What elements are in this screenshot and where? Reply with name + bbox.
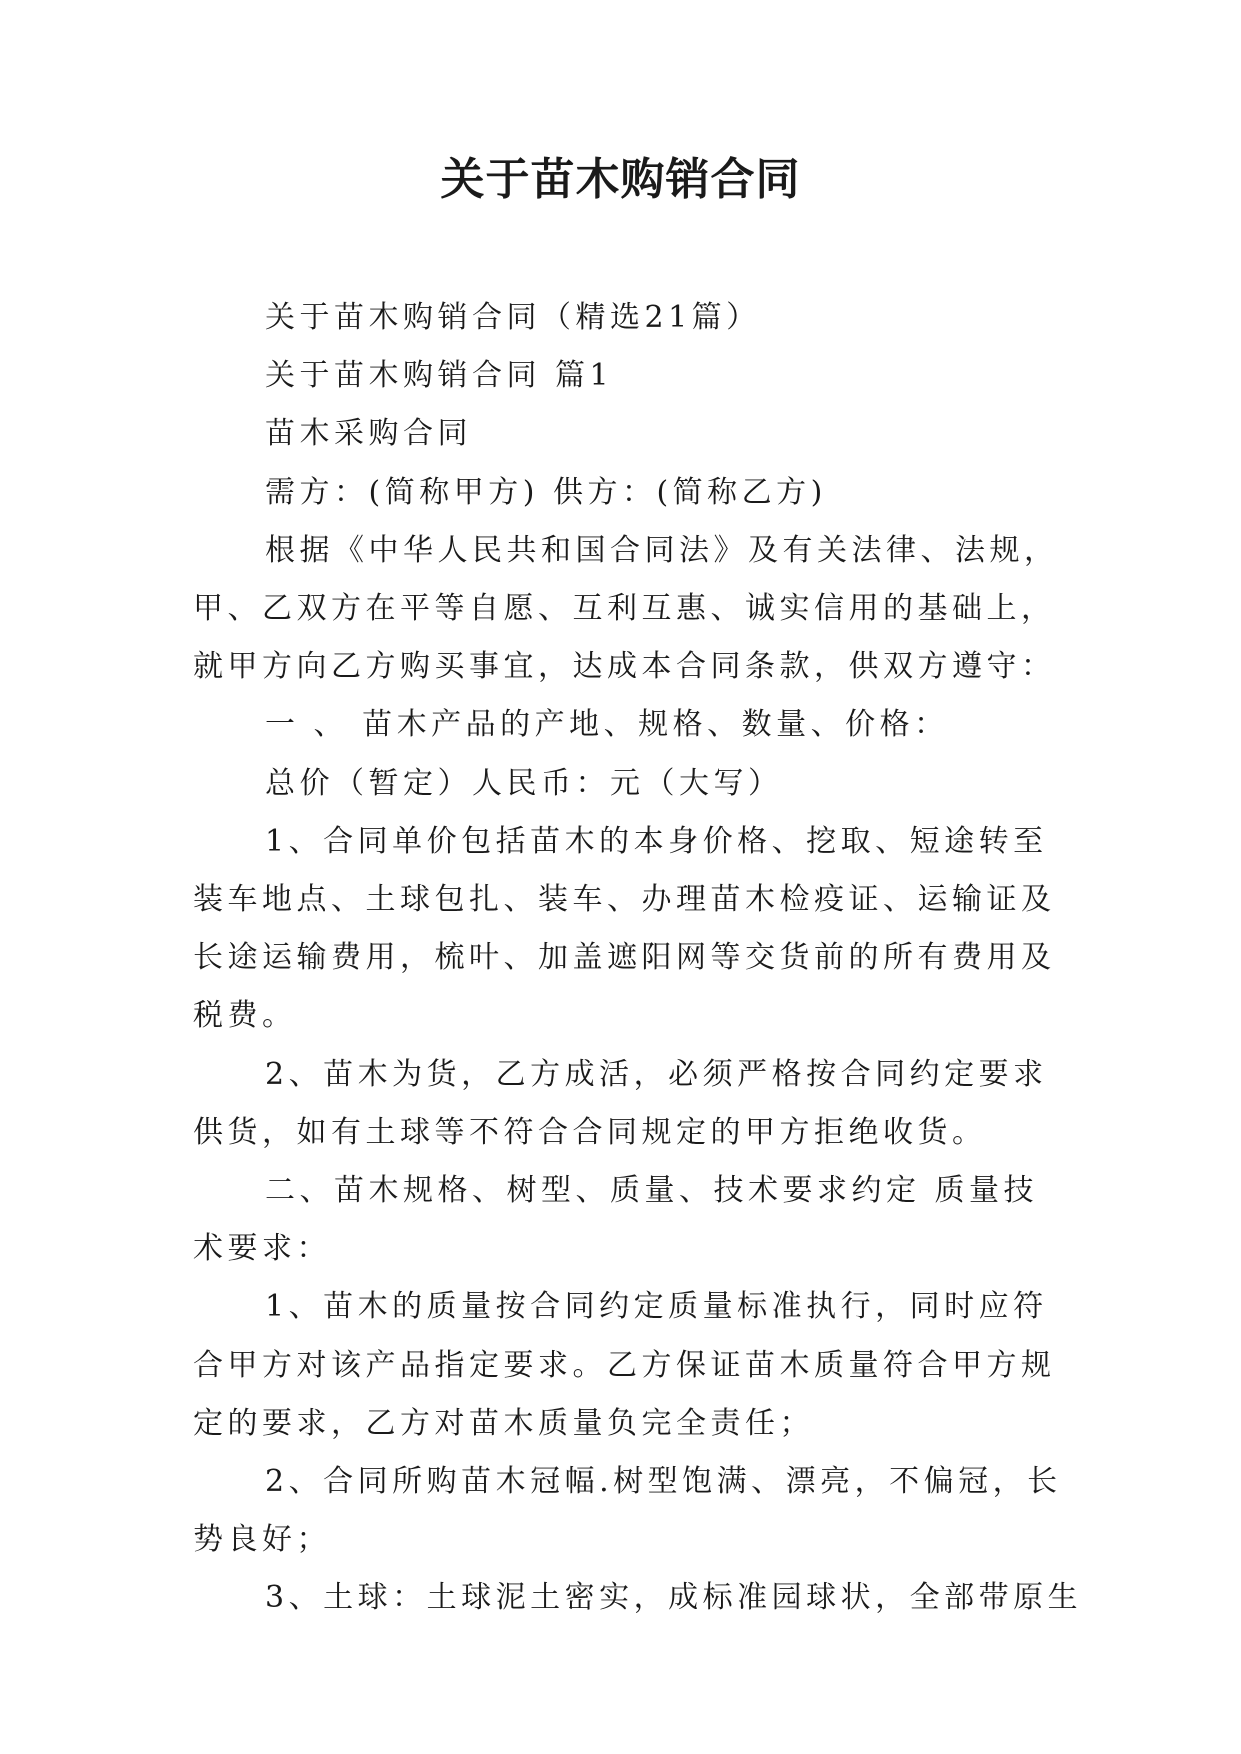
paragraph-contract-name: 苗木采购合同 [265, 416, 472, 452]
document-body [193, 289, 1083, 1628]
paragraph-clause-2-1: 1、苗木的质量按合同约定质量标准执行，同时应符合甲方对该产品指定要求。乙方保证苗木质量符合甲方规定的要求，乙方对苗木质量负完全责任； [193, 1289, 1056, 1441]
paragraph-clause-2-2: 2、合同所购苗木冠幅.树型饱满、漂亮，不偏冠，长势良好； [193, 1464, 1062, 1558]
paragraph-clause-2-3: 3、土球：土球泥土密实，成标准园球状，全部带原生 [265, 1580, 1083, 1616]
paragraph-section-heading: 关于苗木购销合同 篇1 [265, 358, 614, 394]
paragraph-preamble: 根据《中华人民共和国合同法》及有关法律、法规，甲、乙双方在平等自愿、互利互惠、诚实信用的基础上，就甲方向乙方购买事宜，达成本合同条款，供双方遵守： [193, 532, 1059, 685]
paragraph-clause-two-heading: 二、苗木规格、树型、质量、技术要求约定 质量技术要求： [193, 1173, 1039, 1267]
paragraph-subtitle: 关于苗木购销合同（精选21篇） [265, 300, 761, 335]
document-title: 关于苗木购销合同 [440, 154, 801, 205]
paragraph-total-price: 总价（暂定）人民币：元（大写） [265, 765, 783, 801]
paragraph-parties: 需方：(简称甲方) 供方：(简称乙方) [265, 474, 827, 510]
paragraph-clause-1-2: 2、苗木为货，乙方成活，必须严格按合同约定要求供货，如有土球等不符合合同规定的甲方拒绝收货。 [193, 1056, 1048, 1150]
paragraph-clause-one-heading: 一 、 苗木产品的产地、规格、数量、价格： [265, 707, 949, 743]
paragraph-clause-1-1: 1、合同单价包括苗木的本身价格、挖取、短途转至装车地点、土球包扎、装车、办理苗木检疫证、运输证及长途运输费用，梳叶、加盖遮阳网等交货前的所有费用及税费。 [193, 823, 1056, 1034]
